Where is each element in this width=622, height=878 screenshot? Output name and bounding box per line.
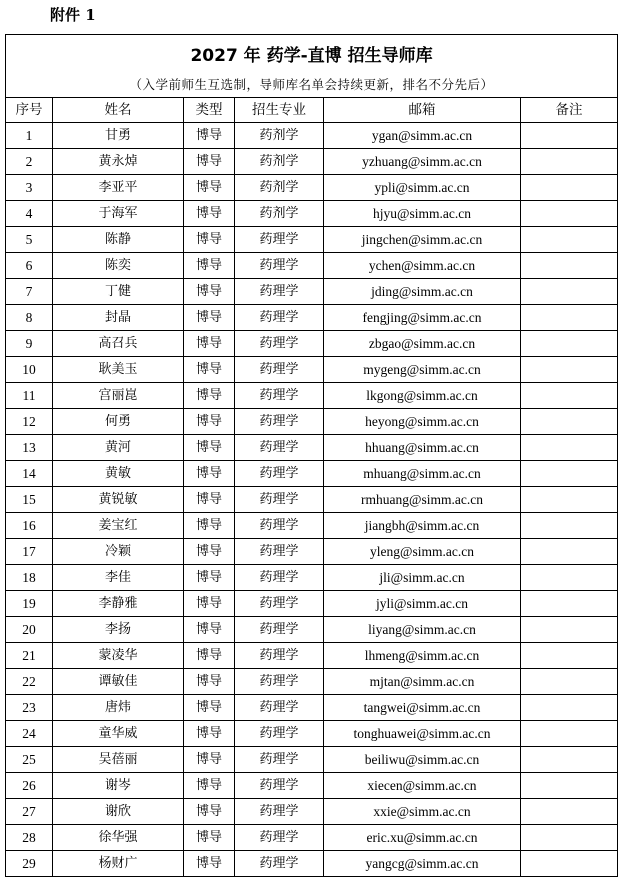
row-number: 17 <box>6 539 53 565</box>
supervisor-email: ychen@simm.ac.cn <box>324 253 521 279</box>
remark-cell <box>521 565 618 591</box>
supervisor-type: 博导 <box>184 721 235 747</box>
supervisor-name: 姜宝红 <box>53 513 184 539</box>
enrollment-major: 药理学 <box>235 851 324 877</box>
table-row <box>6 201 618 227</box>
supervisor-email: beiliwu@simm.ac.cn <box>324 747 521 773</box>
enrollment-major: 药理学 <box>235 695 324 721</box>
supervisor-name: 蒙凌华 <box>53 643 184 669</box>
column-header-no: 序号 <box>6 98 53 123</box>
supervisor-type: 博导 <box>184 513 235 539</box>
table-row <box>6 617 618 643</box>
enrollment-major: 药理学 <box>235 539 324 565</box>
row-number: 4 <box>6 201 53 227</box>
attachment-label: 附件 1 <box>50 6 96 24</box>
supervisor-type: 博导 <box>184 331 235 357</box>
supervisor-email: fengjing@simm.ac.cn <box>324 305 521 331</box>
table-row <box>6 539 618 565</box>
supervisor-name: 黄敏 <box>53 461 184 487</box>
remark-cell <box>521 851 618 877</box>
supervisor-name: 李佳 <box>53 565 184 591</box>
supervisor-name: 李扬 <box>53 617 184 643</box>
document-title: 2027 年 药学-直博 招生导师库 <box>6 35 618 74</box>
remark-cell <box>521 773 618 799</box>
supervisor-name: 耿美玉 <box>53 357 184 383</box>
enrollment-major: 药理学 <box>235 617 324 643</box>
remark-cell <box>521 695 618 721</box>
enrollment-major: 药剂学 <box>235 175 324 201</box>
supervisor-type: 博导 <box>184 851 235 877</box>
remark-cell <box>521 591 618 617</box>
enrollment-major: 药剂学 <box>235 123 324 149</box>
supervisor-email: jyli@simm.ac.cn <box>324 591 521 617</box>
enrollment-major: 药剂学 <box>235 149 324 175</box>
document-note: （入学前师生互选制，导师库名单会持续更新，排名不分先后） <box>6 73 618 98</box>
supervisor-type: 博导 <box>184 669 235 695</box>
column-header-email: 邮箱 <box>324 98 521 123</box>
table-row <box>6 149 618 175</box>
enrollment-major: 药理学 <box>235 825 324 851</box>
table-row <box>6 591 618 617</box>
remark-cell <box>521 227 618 253</box>
supervisor-name: 徐华强 <box>53 825 184 851</box>
remark-cell <box>521 825 618 851</box>
supervisor-type: 博导 <box>184 643 235 669</box>
table-row <box>6 461 618 487</box>
enrollment-major: 药理学 <box>235 643 324 669</box>
supervisor-email: rmhuang@simm.ac.cn <box>324 487 521 513</box>
supervisor-type: 博导 <box>184 695 235 721</box>
supervisor-email: lkgong@simm.ac.cn <box>324 383 521 409</box>
row-number: 1 <box>6 123 53 149</box>
row-number: 3 <box>6 175 53 201</box>
supervisor-email: mjtan@simm.ac.cn <box>324 669 521 695</box>
supervisor-name: 陈静 <box>53 227 184 253</box>
supervisor-name: 封晶 <box>53 305 184 331</box>
supervisor-name: 黄河 <box>53 435 184 461</box>
row-number: 9 <box>6 331 53 357</box>
enrollment-major: 药理学 <box>235 409 324 435</box>
supervisor-type: 博导 <box>184 799 235 825</box>
supervisor-name: 甘勇 <box>53 123 184 149</box>
supervisor-name: 李亚平 <box>53 175 184 201</box>
row-number: 25 <box>6 747 53 773</box>
supervisor-type: 博导 <box>184 487 235 513</box>
remark-cell <box>521 253 618 279</box>
remark-cell <box>521 123 618 149</box>
table-row <box>6 305 618 331</box>
supervisor-name: 高召兵 <box>53 331 184 357</box>
supervisor-name: 吴蓓丽 <box>53 747 184 773</box>
remark-cell <box>521 331 618 357</box>
supervisor-name: 冷颖 <box>53 539 184 565</box>
supervisor-email: yzhuang@simm.ac.cn <box>324 149 521 175</box>
row-number: 8 <box>6 305 53 331</box>
supervisor-type: 博导 <box>184 123 235 149</box>
supervisor-email: yangcg@simm.ac.cn <box>324 851 521 877</box>
supervisor-email: tonghuawei@simm.ac.cn <box>324 721 521 747</box>
table-row <box>6 123 618 149</box>
supervisor-type: 博导 <box>184 617 235 643</box>
supervisor-email: xiecen@simm.ac.cn <box>324 773 521 799</box>
table-row <box>6 695 618 721</box>
row-number: 19 <box>6 591 53 617</box>
enrollment-major: 药理学 <box>235 747 324 773</box>
enrollment-major: 药理学 <box>235 487 324 513</box>
table-row <box>6 487 618 513</box>
row-number: 24 <box>6 721 53 747</box>
row-number: 23 <box>6 695 53 721</box>
enrollment-major: 药理学 <box>235 279 324 305</box>
row-number: 6 <box>6 253 53 279</box>
remark-cell <box>521 357 618 383</box>
supervisor-name: 谢欣 <box>53 799 184 825</box>
table-row <box>6 825 618 851</box>
table-row <box>6 799 618 825</box>
remark-cell <box>521 175 618 201</box>
row-number: 26 <box>6 773 53 799</box>
supervisor-email: jding@simm.ac.cn <box>324 279 521 305</box>
table-row <box>6 383 618 409</box>
table-row <box>6 435 618 461</box>
row-number: 10 <box>6 357 53 383</box>
table-row <box>6 227 618 253</box>
row-number: 27 <box>6 799 53 825</box>
row-number: 2 <box>6 149 53 175</box>
supervisor-name: 丁健 <box>53 279 184 305</box>
supervisor-name: 黄锐敏 <box>53 487 184 513</box>
supervisor-type: 博导 <box>184 175 235 201</box>
supervisor-email: hjyu@simm.ac.cn <box>324 201 521 227</box>
table-header-row <box>6 98 618 123</box>
table-row <box>6 851 618 877</box>
supervisor-email: tangwei@simm.ac.cn <box>324 695 521 721</box>
supervisor-type: 博导 <box>184 461 235 487</box>
table-row <box>6 747 618 773</box>
remark-cell <box>521 799 618 825</box>
row-number: 22 <box>6 669 53 695</box>
enrollment-major: 药理学 <box>235 461 324 487</box>
row-number: 16 <box>6 513 53 539</box>
remark-cell <box>521 539 618 565</box>
supervisor-email: hhuang@simm.ac.cn <box>324 435 521 461</box>
column-header-type: 类型 <box>184 98 235 123</box>
supervisor-type: 博导 <box>184 149 235 175</box>
row-number: 18 <box>6 565 53 591</box>
enrollment-major: 药剂学 <box>235 201 324 227</box>
supervisor-name: 于海军 <box>53 201 184 227</box>
supervisor-type: 博导 <box>184 279 235 305</box>
row-number: 11 <box>6 383 53 409</box>
remark-cell <box>521 617 618 643</box>
supervisor-name: 陈奕 <box>53 253 184 279</box>
supervisor-email: jli@simm.ac.cn <box>324 565 521 591</box>
enrollment-major: 药理学 <box>235 513 324 539</box>
supervisor-type: 博导 <box>184 591 235 617</box>
supervisor-type: 博导 <box>184 747 235 773</box>
table-row <box>6 253 618 279</box>
supervisor-email: xxie@simm.ac.cn <box>324 799 521 825</box>
enrollment-major: 药理学 <box>235 253 324 279</box>
supervisor-email: eric.xu@simm.ac.cn <box>324 825 521 851</box>
supervisor-email: ygan@simm.ac.cn <box>324 123 521 149</box>
remark-cell <box>521 409 618 435</box>
row-number: 28 <box>6 825 53 851</box>
enrollment-major: 药理学 <box>235 383 324 409</box>
enrollment-major: 药理学 <box>235 331 324 357</box>
supervisor-type: 博导 <box>184 409 235 435</box>
remark-cell <box>521 383 618 409</box>
supervisor-email: yleng@simm.ac.cn <box>324 539 521 565</box>
row-number: 5 <box>6 227 53 253</box>
column-header-major: 招生专业 <box>235 98 324 123</box>
row-number: 13 <box>6 435 53 461</box>
supervisor-type: 博导 <box>184 383 235 409</box>
supervisor-type: 博导 <box>184 227 235 253</box>
table-row <box>6 565 618 591</box>
enrollment-major: 药理学 <box>235 669 324 695</box>
supervisor-email: ypli@simm.ac.cn <box>324 175 521 201</box>
row-number: 21 <box>6 643 53 669</box>
supervisor-name: 李静雅 <box>53 591 184 617</box>
supervisor-name: 杨财广 <box>53 851 184 877</box>
supervisor-email: jiangbh@simm.ac.cn <box>324 513 521 539</box>
supervisor-email: mygeng@simm.ac.cn <box>324 357 521 383</box>
table-row <box>6 721 618 747</box>
supervisor-name: 谢岑 <box>53 773 184 799</box>
supervisor-email: zbgao@simm.ac.cn <box>324 331 521 357</box>
supervisor-type: 博导 <box>184 435 235 461</box>
supervisor-name: 何勇 <box>53 409 184 435</box>
remark-cell <box>521 279 618 305</box>
remark-cell <box>521 643 618 669</box>
supervisor-type: 博导 <box>184 539 235 565</box>
remark-cell <box>521 747 618 773</box>
remark-cell <box>521 487 618 513</box>
supervisor-name: 童华威 <box>53 721 184 747</box>
enrollment-major: 药理学 <box>235 565 324 591</box>
table-row <box>6 409 618 435</box>
supervisor-email: heyong@simm.ac.cn <box>324 409 521 435</box>
supervisor-type: 博导 <box>184 253 235 279</box>
supervisor-name: 唐炜 <box>53 695 184 721</box>
table-row <box>6 279 618 305</box>
remark-cell <box>521 149 618 175</box>
supervisor-type: 博导 <box>184 201 235 227</box>
enrollment-major: 药理学 <box>235 357 324 383</box>
column-header-name: 姓名 <box>53 98 184 123</box>
column-header-remark: 备注 <box>521 98 618 123</box>
row-number: 20 <box>6 617 53 643</box>
table-row <box>6 175 618 201</box>
enrollment-major: 药理学 <box>235 435 324 461</box>
supervisor-email: jingchen@simm.ac.cn <box>324 227 521 253</box>
supervisor-type: 博导 <box>184 305 235 331</box>
supervisor-email: lhmeng@simm.ac.cn <box>324 643 521 669</box>
supervisor-type: 博导 <box>184 357 235 383</box>
enrollment-major: 药理学 <box>235 227 324 253</box>
supervisor-type: 博导 <box>184 773 235 799</box>
row-number: 14 <box>6 461 53 487</box>
enrollment-major: 药理学 <box>235 799 324 825</box>
row-number: 15 <box>6 487 53 513</box>
supervisor-email: mhuang@simm.ac.cn <box>324 461 521 487</box>
table-row <box>6 357 618 383</box>
supervisor-name: 宫丽崑 <box>53 383 184 409</box>
remark-cell <box>521 461 618 487</box>
enrollment-major: 药理学 <box>235 721 324 747</box>
table-row <box>6 773 618 799</box>
remark-cell <box>521 721 618 747</box>
table-row <box>6 513 618 539</box>
supervisor-type: 博导 <box>184 825 235 851</box>
supervisor-name: 谭敏佳 <box>53 669 184 695</box>
table-row <box>6 643 618 669</box>
remark-cell <box>521 435 618 461</box>
remark-cell <box>521 305 618 331</box>
table-row <box>6 669 618 695</box>
row-number: 29 <box>6 851 53 877</box>
supervisor-email: liyang@simm.ac.cn <box>324 617 521 643</box>
row-number: 12 <box>6 409 53 435</box>
remark-cell <box>521 669 618 695</box>
enrollment-major: 药理学 <box>235 773 324 799</box>
supervisor-table <box>5 34 618 877</box>
row-number: 7 <box>6 279 53 305</box>
enrollment-major: 药理学 <box>235 591 324 617</box>
remark-cell <box>521 201 618 227</box>
table-row <box>6 331 618 357</box>
supervisor-type: 博导 <box>184 565 235 591</box>
enrollment-major: 药理学 <box>235 305 324 331</box>
remark-cell <box>521 513 618 539</box>
supervisor-name: 黄永焯 <box>53 149 184 175</box>
